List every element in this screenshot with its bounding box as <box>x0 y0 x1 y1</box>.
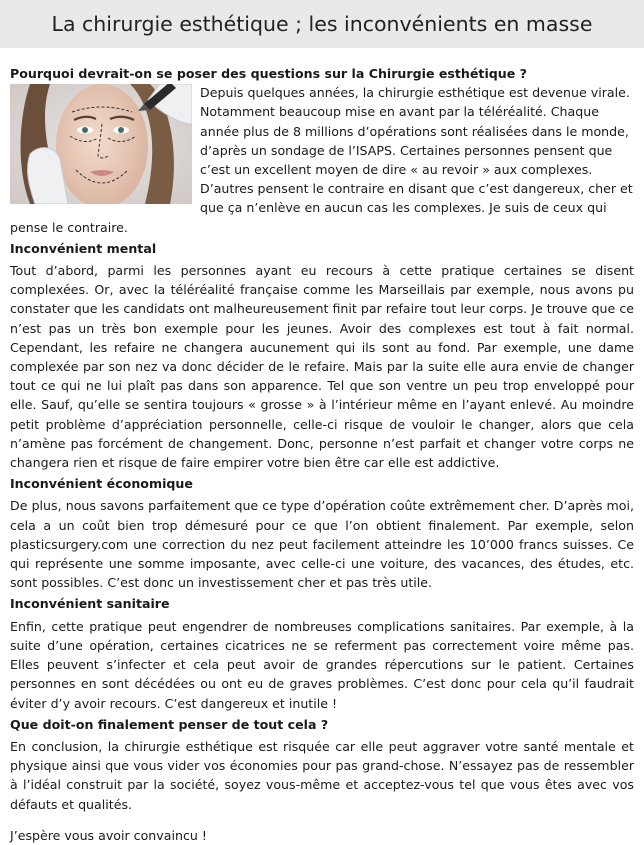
section-heading-conclusion: Que doit-on finalement penser de tout cela ? <box>10 716 329 732</box>
section-text-sanitaire: Enfin, cette pratique peut engendrer de nombreuses complications sanitaires. Par exemple, à la suite d’une opération, certaines cicatrices ne se referment pas correctement voire même pas. Elles peuvent s’infecter et cela peut avoir de grandes répercutions sur le patient. Certaines personnes en sont décédées ou ont eu de graves problèmes. C’est donc pour cela qu’il faudrait éviter d’y avoir recours. C’est dangereux et inutile ! <box>10 618 634 711</box>
article <box>0 48 644 845</box>
section-heading-economique: Inconvénient économique <box>10 476 193 492</box>
section-heading-sanitaire: Inconvénient sanitaire <box>10 596 170 612</box>
intro-heading: Pourquoi devrait-on se poser des questions sur la Chirurgie esthétique ? <box>10 66 527 81</box>
intro-block <box>10 83 634 237</box>
title-bar <box>0 0 644 48</box>
section-text-mental: Tout d’abord, parmi les personnes ayant eu recours à cette pratique certaines se disent complexées. Or, avec la téléréalité française comme les Marseillais par exemple, nous avons pu constater que les candidats ont malheureusement finit par refaire tout leur corps. Je trouve que ce n’est pas un très bon exemple pour les jeunes. Avoir des complexes est tout à fait normal. Cependant, les refaire ne changera aucunement qui ils sont au fond. Par exemple, une dame complexée par son nez va donc décider de le refaire. Mais par la suite elle aura envie de changer tout ce qui ne lui plaît pas dans son apparence. Tel que son ventre un peu trop enveloppé pour elle. Sauf, qu’elle se sentira toujours « grosse » à l’intérieur même en l’ayant enlevé. Au moindre petit problème d’appréciation personnelle, celle-ci risque de vouloir le changer, alors que cela n’amène pas forcément de changement. Donc, personne n’est parfait et changer votre corps ne changera rien et risque de faire empirer votre bien être car elle est addictive. <box>10 263 634 471</box>
face-surgery-markings-photo-icon <box>10 84 192 204</box>
section-text-conclusion: En conclusion, la chirurgie esthétique est risquée car elle peut aggraver votre santé mentale et physique ainsi que vous vider vos économies pour pas grand-chose. N’essayez pas de ressembler à l’idéal construit par la société, soyez vous-même et acceptez-vous tel que vous êtes avec vos défauts et qualités. <box>10 738 634 812</box>
intro-text: Depuis quelques années, la chirurgie esthétique est devenue virale. Notamment beaucoup mise en avant par la téléréalité. Chaque année plus de 8 millions d’opérations sont réalisées dans le monde, d’après un sondage de l’ISAPS. Certaines personnes pensent que c’est un excellent moyen de dire « au revoir » aux complexes. D’autres pensent le contraire en disant que c’est dangereux, cher et que ça n’enlève en aucun cas les complexes. Je suis de ceux qui pense le contraire. <box>10 85 633 235</box>
section-heading-mental: Inconvénient mental <box>10 240 157 256</box>
page-title: La chirurgie esthétique ; les inconvénients en masse <box>51 12 593 36</box>
closing-text: J’espère vous avoir convaincu ! <box>10 827 207 843</box>
section-text-economique: De plus, nous savons parfaitement que ce type d’opération coûte extrêmement cher. D’après moi, cela a un coût bien trop démesuré pour ce que l’on obtient finalement. Par exemple, selon plasticsurgery.com une correction du nez peut facilement atteindre les 10’000 francs suisses. Ce qui représente une somme imposante, avec celle-ci une voiture, des vacances, des études, etc. sont possibles. C’est donc un investissement cher et pas très utile. <box>10 498 634 591</box>
